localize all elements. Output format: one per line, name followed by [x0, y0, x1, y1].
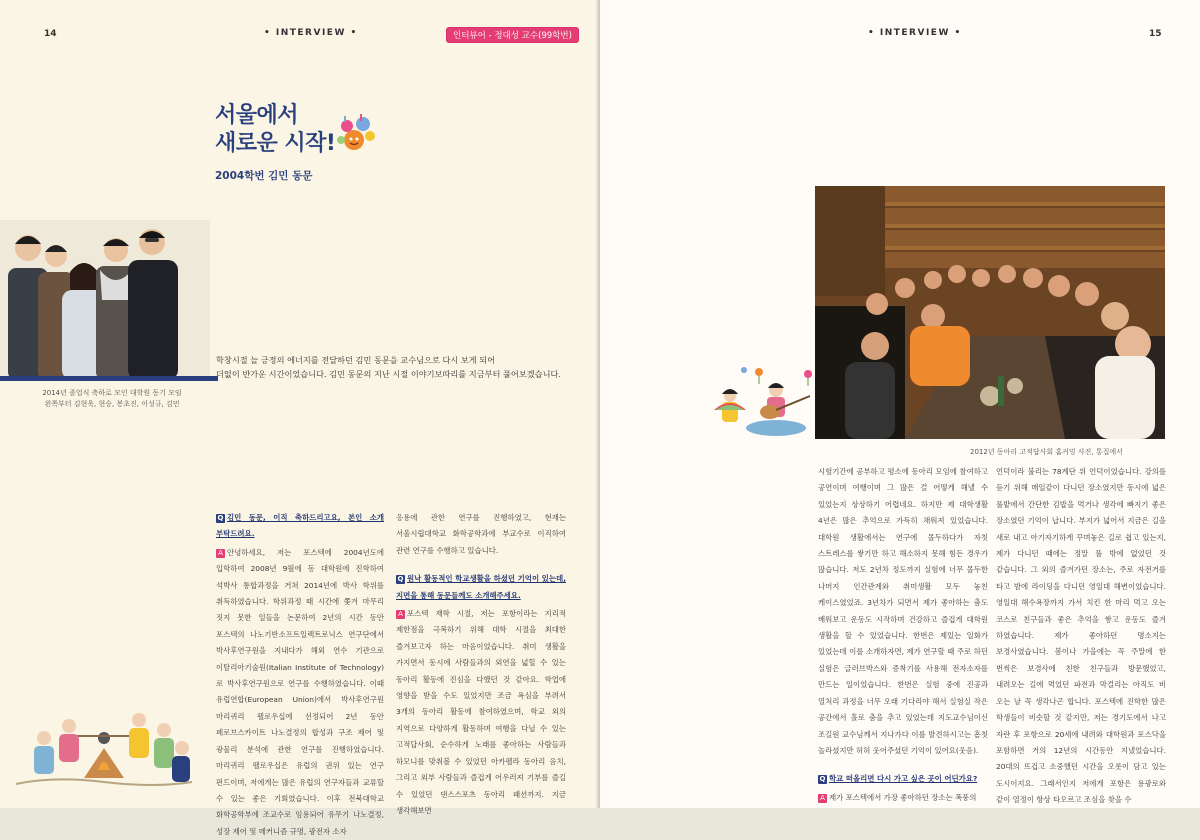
article-title [215, 102, 335, 158]
camping-illustration [14, 698, 194, 788]
question-3-text: 학교 떠올리면 다시 가고 싶은 곳이 어딘가요? [829, 774, 978, 784]
answer-1-continued: 응용에 관한 연구를 진행하였고, 현재는 서울시립대학교 화학공학과에 부교수로 이직하여 관련 연구를 수행하고 있습니다. [396, 513, 566, 555]
page-number-left: 14 [44, 29, 57, 39]
title-line-1: 서울에서 [215, 103, 299, 128]
candy-icon [333, 112, 379, 158]
question-1-text: 김민 동문, 이직 축하드리고요, 본인 소개 부탁드려요. [216, 513, 384, 539]
intro-line-2: 더없이 반가운 시간이었습니다. 김민 동문의 지난 시절 이야기보따리를 지금부터 풀어보겠습니다. [216, 369, 561, 379]
page-number-right: 15 [1149, 29, 1162, 39]
answer-1-text: 안녕하세요, 저는 포스텍에 2004년도에 입학하여 2008년 9월에 동 대학원에 진학하여 석박사 통합과정을 거쳐 2014년에 박사 학위를 취득하였습니다. 학위과정 때 시간에 쫓겨 마무리 짓지 못한 일들을 논문하여 2년의 시간 동안 포스텍의 나노기반소프트일렉트로닉스 연구단에서 박사후연구원을 지내다가 해외 연수 기관으로 이탈리아기술원(Italian Institute of Technology)로 박사후연구원으로 연구를 수행하였습니다. 이때 유럽연합(European Union)에서 박사후연구원 마리퀴리 펠로우십에 선정되어 2년 동안 페로브스카이트 나노결정의 합성과 구조 제어 및 광물리 분석에 관한 연구를 진행하였습니다. 마리퀴리 펠로우십은 유럽의 권위 있는 연구 펀드이며, 저에게는 많은 유럽의 연구자들과 교류할 수 있는 좋은 기회였습니다. 이후 전북대학교 화학공학부에 조교수로 임용되어 유무기 나노결정, 성장 제어 및 메커니즘 규명, 광전자 소자 [216, 547, 384, 836]
question-mark-badge: Q [397, 575, 404, 584]
question-mark-badge: Q [217, 514, 224, 522]
byline: 2004학번 김민 동문 [215, 170, 313, 182]
answer-2-text: 포스텍 재학 시절, 저는 포항이라는 지리적 제한점을 극복하기 위해 대학 시절을 최대한 즐겨보고자 하는 마음이었습니다. 취미 생활을 가지면서 동시에 사람들과의 외연을 넓힐 수 있는 동아리 활동에 진심을 다했던 것 같아요. 학업에 영향을 받을 수도 있었지만 조금 욕심을 부려서 3개의 동아리 활동에 참여하였으며, 학교 외의 지역으로 다양하게 활동하며 여행을 다닐 수 있는 고적답사회, 순수하게 노래를 좋아하는 사람들과 하모니를 맞춰볼 수 있었던 아카펠라 동아리 음치, 그리고 외부 사람들과 즐겁게 어우러져 기부를 즐길 수 있었던 댄스스포츠 동아리 패션까지. 지금 생각해보면 [396, 609, 566, 815]
photo-accent-bar [0, 376, 218, 381]
body-column-2 [396, 510, 566, 819]
photo-caption-right: 2012년 동아리 고적답사회 홈커밍 사진, 통집에서 [970, 448, 1123, 456]
photo-caption-left [14, 388, 210, 410]
homecoming-group-photo [815, 186, 1165, 439]
intro-paragraph [216, 353, 576, 381]
body-text-d: 언덕이라 불리는 78계단 위 언덕이었습니다. 강의를 듣기 위해 매일같이 다니던 장소였지만 동시에 넓은 풀밭에서 간단한 김밥을 먹거나 생각에 빠지기 좋은 장소였던 기억이 납니다. 부지가 넓어서 지금은 길을 새로 내고 아기자기하게 꾸며놓은 길로 쉽고 있는지, 제가 다니던 때에는 정말 풀 밖에 없었던 것 같습니다. 그 외의 즐겨가던 장소는, 주로 자전거를 타고 밤에 라이딩을 다니던 영일대 해변이었습니다. 영일대 해수욕장까지 가서 치킨 한 마리 먹고 오는 코스로 친구들과 좋은 추억을 쌓고 운동도 즐겨 하였습니다. 제가 좋아하던 명소지는 보경사였습니다. 봄이나 가을에는 꼭 주말에 한 번씩은 보경사에 친한 친구들과 방문했었고, 내려오는 길에 먹었던 파전과 막걸리는 아직도 비 오는 날 꼭 생각나곤 합니다. 포스텍에 진학한 많은 학생들이 비슷할 것 같지만, 저는 경기도에서 나고 자란 후 포항으로 20세에 내려와 대학원과 포스닥을 포함하면 거의 12년의 시간동안 지냈었습니다. 20대의 뜨겁고 소중했던 시간을 오롯이 담고 있는 도시이지요. 그래서인지 저에게 포항은 용광로와 같이 열정이 항상 타오르고 조심을 찾을 수 [996, 467, 1166, 805]
question-3 [818, 771, 988, 787]
question-mark-badge: Q [819, 775, 826, 784]
running-head-left: • INTERVIEW • [264, 28, 358, 38]
photo-caption-line-2: 왼쪽부터 김현욱, 현승, 봉초진, 이성규, 김민 [44, 400, 180, 408]
photo-caption-line-1: 2014년 졸업식 축하로 모인 대학원 동기 모임 [42, 389, 182, 397]
left-page [0, 0, 598, 836]
answer-mark-badge: A [818, 794, 827, 803]
intro-line-1: 학창시절 늘 긍정의 에너지를 전달하던 김민 동문을 교수님으로 다시 보게 되어 [216, 355, 496, 365]
body-text-c: 시험기간에 공부하고 평소에 동아리 모임에 참여하고 공연이며 여행이며 그 많은 걸 어떻게 해낼 수 있었는지 상상하기 어렵네요. 하지만 제 대학생활 4년은 많은 추억으로 가득히 채워져 있었습니다. 대학원 생활에서는 연구에 몰두하다가 자칫 스트레스를 쌓기만 하고 해소하지 못해 힘든 경우가 많습니다. 저도 2년차 정도까지 실험에 너무 몰두한 나머지 인간관계와 취미생활 모두 놓친 케이스였었죠. 3년차가 되면서 제가 좋아하는 춤도 배워보고 운동도 시작하며 건강하고 즐겁게 대학원 생활을 할 수 있었습니다. 한번은 제있는 일화가 있었는데 이를 소개하자면, 제가 연구할 때 주로 하던 실험은 글러브박스와 증착기를 사용해 전자소자를 만드는 일이었습니다. 한번은 실험 중에 진공과 열처리 과정을 너무 오래 기다리야 해서 실험실 작은 공간에서 홀로 춤을 추고 있었는데 지도교수님이신 조길원 교수님께서 지나가다 이를 발견하시고는 흠칫 놀라셨지만 허허 웃어주셨던 기억이 있어요(웃음). [818, 467, 988, 755]
answer-mark-badge: A [396, 610, 405, 619]
body-column-1 [216, 510, 384, 840]
graduation-group-photo [0, 220, 210, 380]
guitar-picnic-illustration [712, 366, 820, 440]
right-page [600, 0, 1200, 808]
interviewer-tag: 인터뷰어 - 정대성 교수(99학번) [446, 27, 579, 43]
paragraph-gap [818, 759, 988, 771]
question-1 [216, 510, 384, 543]
body-column-3 [818, 464, 988, 806]
question-2-text: 원낙 활동적인 학교생활을 하셨던 기억이 있는데, 지면을 통해 동문들께도 소개해주세요. [396, 574, 566, 600]
answer-mark-badge: A [216, 549, 225, 558]
question-2 [396, 571, 566, 604]
title-line-2: 새로운 시작! [215, 131, 336, 156]
answer-3-text: 제가 포스텍에서 가장 좋아하던 장소는 폭풍의 [829, 792, 977, 802]
running-head-right: • INTERVIEW • [868, 28, 962, 38]
body-column-4 [996, 464, 1166, 809]
paragraph-gap [396, 559, 566, 571]
